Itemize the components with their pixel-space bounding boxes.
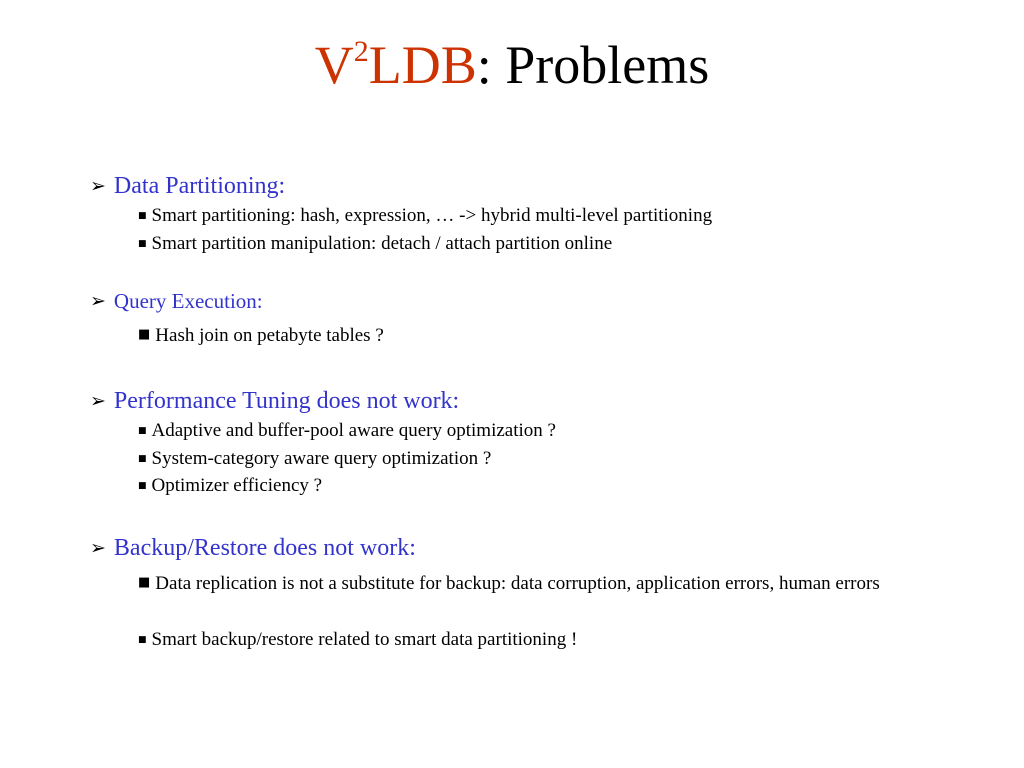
list-item-text: Adaptive and buffer-pool aware query optimization ? xyxy=(151,420,556,441)
square-bullet-icon: ■ xyxy=(138,426,147,436)
square-bullet-icon: ■ xyxy=(138,454,147,464)
list-item-text: System-category aware query optimization ? xyxy=(151,448,492,469)
heading-text: Data Partitioning: xyxy=(113,173,286,199)
list-item xyxy=(138,202,928,230)
arrow-bullet-icon: ➢ xyxy=(90,290,106,312)
section-heading-performance-tuning xyxy=(90,389,459,413)
section-heading-query-execution xyxy=(90,291,263,312)
square-bullet-icon: ■ xyxy=(138,635,147,645)
list-item xyxy=(138,321,928,350)
square-bullet-icon: ■ xyxy=(138,239,147,249)
title-v: V xyxy=(314,35,354,95)
list-item xyxy=(138,230,928,258)
title-superscript: 2 xyxy=(353,35,369,68)
title-ldb: LDB xyxy=(368,35,477,95)
list-item xyxy=(138,569,928,598)
list-item-text: Hash join on petabyte tables ? xyxy=(155,325,384,346)
list-item xyxy=(138,417,928,445)
square-bullet-icon: ■ xyxy=(138,481,147,491)
title-rest: : Problems xyxy=(476,35,710,95)
section-heading-backup-restore xyxy=(90,536,416,560)
section-heading-data-partitioning xyxy=(90,174,285,198)
heading-text: Backup/Restore does not work: xyxy=(113,535,416,561)
heading-text: Query Execution: xyxy=(113,289,263,313)
list-item xyxy=(138,445,928,473)
slide-title xyxy=(0,35,1024,95)
heading-text: Performance Tuning does not work: xyxy=(113,388,460,414)
list-item-text: Smart partitioning: hash, expression, … -> hybrid multi-level partitioning xyxy=(151,205,713,226)
list-item-text: Data replication is not a substitute for backup: data corruption, application errors, human errors xyxy=(155,573,880,594)
list-item-text: Optimizer efficiency ? xyxy=(151,475,323,496)
arrow-bullet-icon: ➢ xyxy=(90,537,106,559)
list-item xyxy=(138,626,928,654)
arrow-bullet-icon: ➢ xyxy=(90,390,106,412)
square-bullet-icon: ■ xyxy=(138,575,151,590)
list-item-text: Smart backup/restore related to smart data partitioning ! xyxy=(151,629,578,650)
list-item xyxy=(138,472,928,500)
arrow-bullet-icon: ➢ xyxy=(90,175,106,197)
list-item-text: Smart partition manipulation: detach / attach partition online xyxy=(151,233,613,254)
square-bullet-icon: ■ xyxy=(138,211,147,221)
square-bullet-icon: ■ xyxy=(138,327,151,342)
